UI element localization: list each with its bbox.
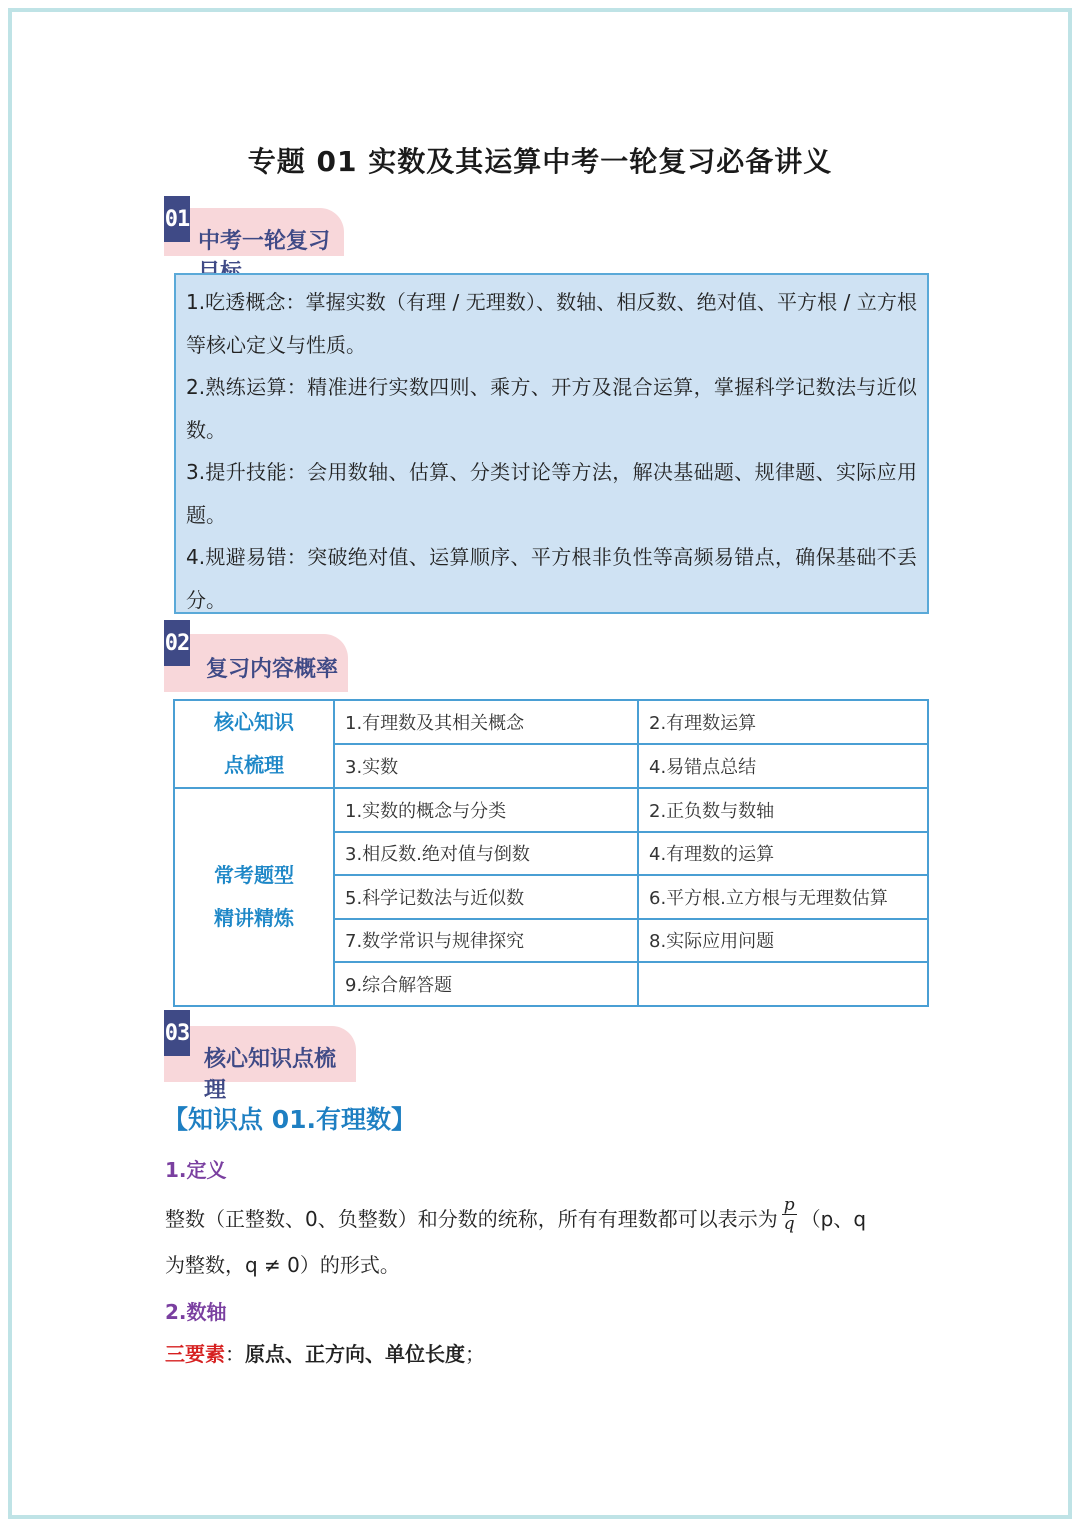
- goals-box: [174, 273, 929, 614]
- table-cell: 1.有理数及其相关概念: [334, 700, 638, 744]
- three-elements-text: 原点、正方向、单位长度: [245, 1342, 465, 1366]
- goal-item: 1.吃透概念：掌握实数（有理 / 无理数）、数轴、相反数、绝对值、平方根 / 立方根等核心定义与性质。: [186, 290, 917, 357]
- goal-item: 2.熟练运算：精准进行实数四则、乘方、开方及混合运算，掌握科学记数法与近似数。: [186, 375, 917, 442]
- section-header-01: [164, 196, 344, 256]
- fraction-p-over-q: $\frac{p}{q}$: [783, 1195, 795, 1234]
- section-number: 03: [164, 1010, 190, 1056]
- knowledge-point-title: 【知识点 01.有理数】: [163, 1105, 416, 1134]
- review-content-table: [173, 699, 929, 1007]
- table-cell: 9.综合解答题: [334, 962, 638, 1006]
- table-cell: 7.数学常识与规律探究: [334, 919, 638, 963]
- table-cell: 6.平方根.立方根与无理数估算: [638, 875, 928, 919]
- category-types: 常考题型 精讲精炼: [174, 788, 334, 1006]
- three-elements-label: 三要素: [165, 1342, 225, 1366]
- section-label: 核心知识点梳理: [204, 1047, 337, 1103]
- table-cell: 1.实数的概念与分类: [334, 788, 638, 832]
- section-header-02: [164, 620, 348, 680]
- section-number: 01: [164, 196, 190, 242]
- definition-text: 整数（正整数、0、负整数）和分数的统称，所有有理数都可以表示为 $\frac{p}{q}$ （p、q 为整数，q ≠ 0）的形式。: [165, 1195, 867, 1277]
- goal-item: 4.规避易错：突破绝对值、运算顺序、平方根非负性等高频易错点，确保基础不丢分。: [186, 545, 917, 612]
- table-cell: 3.实数: [334, 744, 638, 788]
- category-core: 核心知识 点梳理: [174, 700, 334, 788]
- table-row: [174, 700, 928, 744]
- table-cell: 4.有理数的运算: [638, 832, 928, 876]
- section-label: 复习内容概率: [206, 657, 339, 682]
- table-cell: 2.有理数运算: [638, 700, 928, 744]
- table-row: [174, 788, 928, 832]
- table-cell-empty: [638, 962, 928, 1006]
- table-cell: 2.正负数与数轴: [638, 788, 928, 832]
- table-cell: 5.科学记数法与近似数: [334, 875, 638, 919]
- three-elements-line: 三要素：原点、正方向、单位长度；: [165, 1342, 485, 1366]
- section-label: 中考一轮复习: [198, 229, 331, 254]
- goal-item: 3.提升技能：会用数轴、估算、分类讨论等方法，解决基础题、规律题、实际应用题。: [186, 460, 917, 527]
- definition-heading: 1.定义: [165, 1158, 227, 1182]
- table-cell: 8.实际应用问题: [638, 919, 928, 963]
- table-cell: 3.相反数.绝对值与倒数: [334, 832, 638, 876]
- number-axis-heading: 2.数轴: [165, 1300, 227, 1324]
- section-number: 02: [164, 620, 190, 666]
- page-title: 专题 01 实数及其运算中考一轮复习必备讲义: [247, 145, 833, 178]
- table-cell: 4.易错点总结: [638, 744, 928, 788]
- section-header-03: [164, 1010, 356, 1103]
